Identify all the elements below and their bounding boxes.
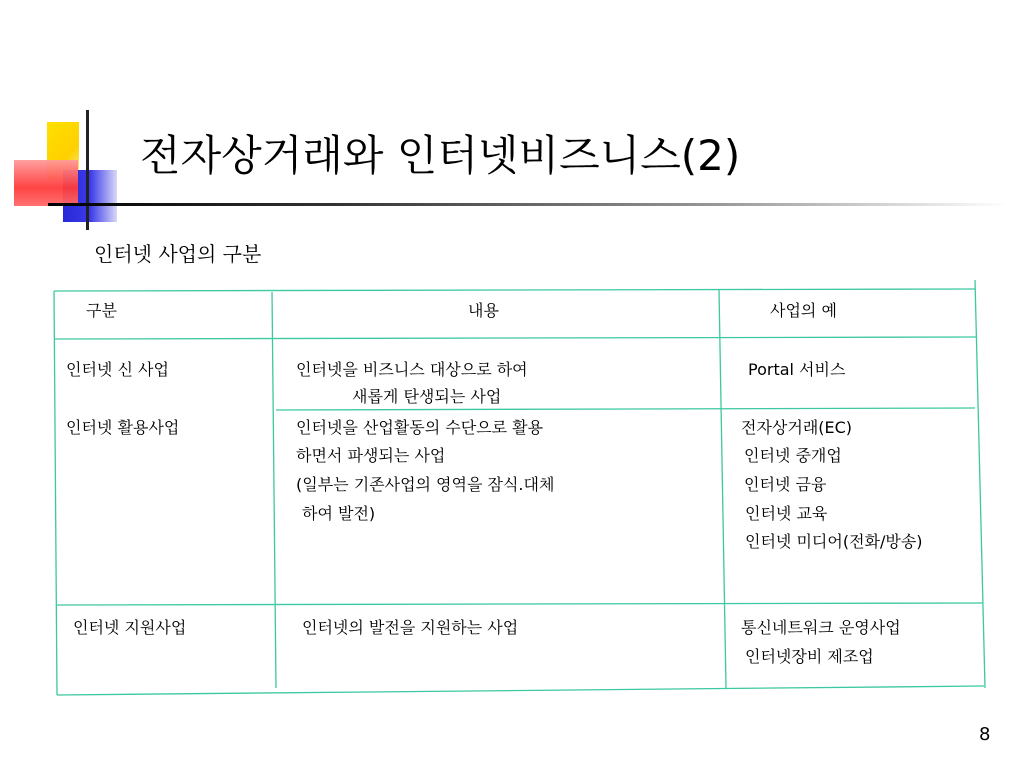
header-examples: 사업의 예 [770,301,837,320]
row2-content-line2: 하면서 파생되는 사업 [296,446,446,465]
grid-left [54,291,57,695]
row2-content-line1: 인터넷을 산업활동의 수단으로 활용 [296,418,544,437]
grid-top [54,289,975,291]
row2-example3: 인터넷 금융 [744,475,827,494]
row2-content-line3: (일부는 기존사업의 영역을 잠식.대체 [296,475,555,494]
row1-example1: Portal 서비스 [748,360,846,379]
grid-right [975,280,985,688]
slide-title: 전자상거래와 인터넷비즈니스(2) [140,131,741,180]
row2-example5: 인터넷 미디어(전화/방송) [745,532,923,551]
row2-example4: 인터넷 교육 [745,504,828,523]
header-category: 구분 [86,301,117,320]
grid-row2-bottom [57,603,983,605]
header-content: 내용 [468,301,499,320]
row3-example1: 통신네트워크 운영사업 [741,618,901,637]
row2-category: 인터넷 활용사업 [66,418,180,437]
row3-content-line1: 인터넷의 발전을 지원하는 사업 [302,618,519,637]
page-number: 8 [979,724,991,745]
grid-bottom [57,686,984,695]
row1-content-line2: 새롭게 탄생되는 사업 [352,387,502,406]
row3-example2: 인터넷장비 제조업 [745,647,874,666]
row1-category: 인터넷 신 사업 [66,360,169,379]
grid-col1 [272,292,276,688]
row2-example1: 전자상거래(EC) [741,418,853,437]
row3-category: 인터넷 지원사업 [73,618,187,637]
grid-col2 [719,290,726,688]
grid-row1-bottom [276,408,975,410]
row2-content-line4: 하여 발전) [302,504,376,523]
grid-header-bottom [55,337,977,339]
slide-subtitle: 인터넷 사업의 구분 [94,242,262,266]
row1-content-line1: 인터넷을 비즈니스 대상으로 하여 [296,360,528,379]
row2-example2: 인터넷 중개업 [744,446,842,465]
